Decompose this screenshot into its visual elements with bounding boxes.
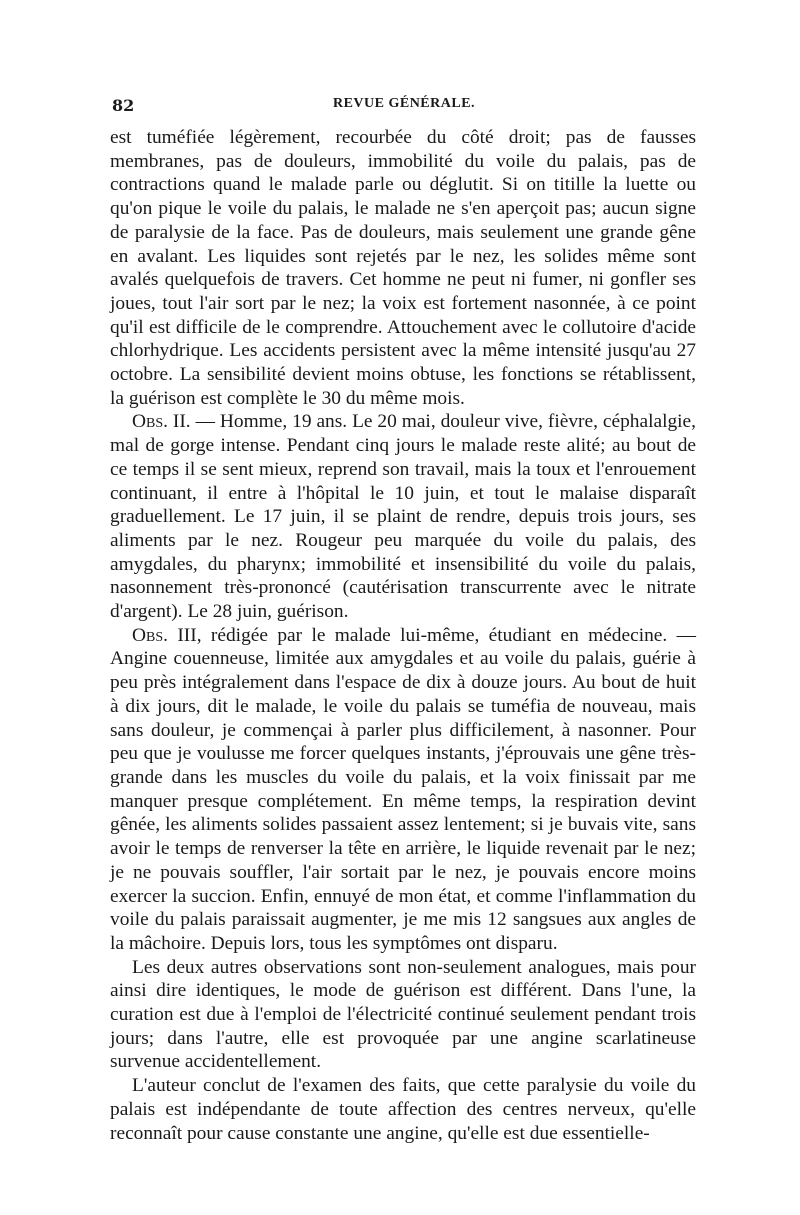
paragraph-observation-3 [110, 624, 696, 956]
paragraph-observation-2 [110, 410, 696, 623]
observation-text: rédigée par le malade lui-même, étudiant en médecine. — Angine couenneuse, limitée aux amygdales et au voile du palais, guérie à peu près intégralement dans l'espace de dix à douze jours. Au bout de huit à dix jours, dit le malade, le voile du palais se tuméfia de nouveau, mais sans douleur, je commençai à parler plus difficilement, à nasonner. Pour peu que je voulusse me forcer quelques instants, j'éprouvais une gêne très-grande dans les muscles du voile du palais, et la voix finissait par me manquer presque complétement. En même temps, la respiration devint gênée, les aliments solides passaient assez lentement; si je buvais vite, sans avoir le temps de renverser la tête en arrière, le liquide revenait par le nez; je ne pouvais souffler, l'air sortait par le nez, je pouvais encore moins exercer la succion. Enfin, ennuyé de mon état, et comme l'inflammation du voile du palais paraissait augmenter, je me mis 12 sangsues aux angles de la mâchoire. Depuis lors, tous les symptômes ont disparu. [110, 624, 696, 954]
observation-text: — Homme, 19 ans. Le 20 mai, douleur vive, fièvre, céphalalgie, mal de gorge intense. Pendant cinq jours le malade reste alité; au bout de ce temps il se sent mieux, reprend son travail, mais la toux et l'enrouement continuant, il entre à l'hôpital le 10 juin, et tout le malaise disparaît graduellement. Le 17 juin, il se plaint de rendre, depuis trois jours, ses aliments par le nez. Rougeur peu marquée du voile du palais, des amygdales, du pharynx; immobilité et insensibilité du voile du palais, nasonnement très-prononcé (cautérisation transcurrente avec le nitrate d'argent). Le 28 juin, guérison. [110, 411, 696, 623]
body-text [110, 126, 696, 1145]
page-number: 82 [112, 96, 135, 115]
running-title: REVUE GÉNÉRALE. [332, 96, 476, 111]
observation-label: Obs. II. [132, 411, 191, 433]
paragraph-comparison: Les deux autres observations sont non-seulement analogues, mais pour ainsi dire identiques, le mode de guérison est différent. Dans l'une, la curation est due à l'emploi de l'électricité continué seulement pendant trois jours; dans l'autre, elle est provoquée par une angine scarlatineuse survenue accidentellement. [110, 956, 696, 1073]
observation-label: Obs. III, [132, 624, 202, 646]
paragraph-continuation: est tuméfiée légèrement, recourbée du côté droit; pas de fausses membranes, pas de douleurs, immobilité du voile du palais, pas de contractions quand le malade parle ou déglutit. Si on titille la luette ou qu'on pique le voile du palais, le malade ne s'en aperçoit pas; aucun signe de paralysie de la face. Pas de douleurs, mais seulement une grande gêne en avalant. Les liquides sont rejetés par le nez, les solides même sont avalés quelquefois de travers. Cet homme ne peut ni fumer, ni gonfler ses joues, tout l'air sort par le nez; la voix est fortement nasonnée, à ce point qu'il est difficile de le comprendre. Attouchement avec le collutoire d'acide chlorhydrique. Les accidents persistent avec la même intensité jusqu'au 27 octobre. La sensibilité devient moins obtuse, les fonctions se rétablissent, la guérison est complète le 30 du même mois. [110, 127, 696, 409]
page-header [112, 96, 696, 120]
paragraph-conclusion: L'auteur conclut de l'examen des faits, que cette paralysie du voile du palais est indépendante de toute affection des centres nerveux, qu'elle reconnaît pour cause constante une angine, qu'elle est due essentielle- [110, 1075, 696, 1144]
